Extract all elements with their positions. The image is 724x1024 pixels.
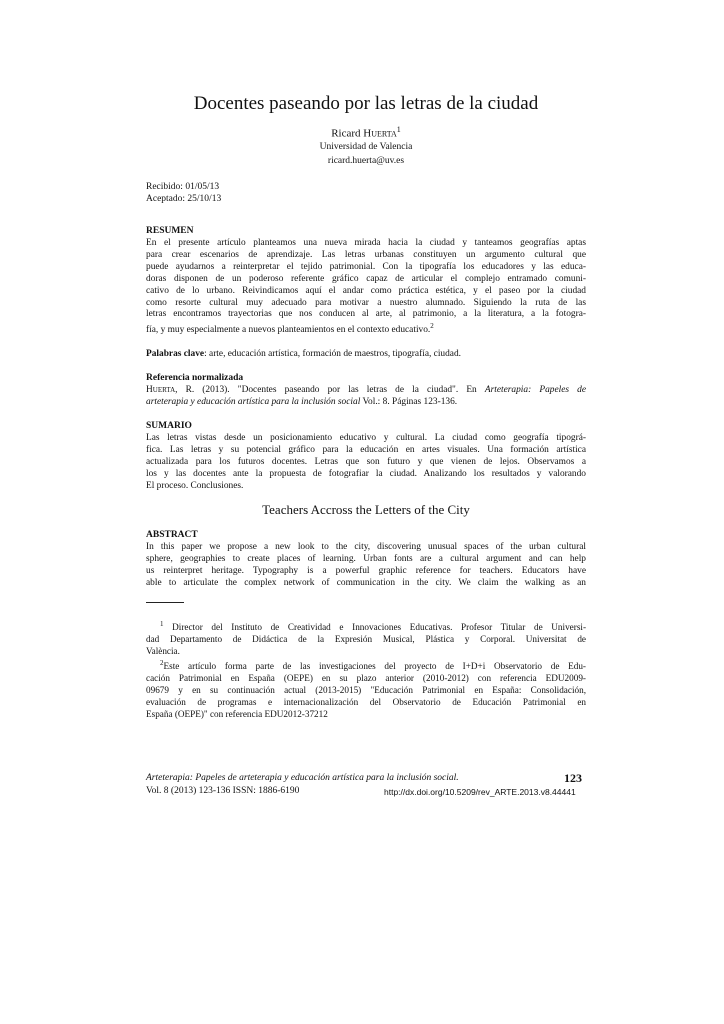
abstract-heading: ABSTRACT [146,530,198,540]
footer-doi-link[interactable]: http://dx.doi.org/10.5209/rev_ARTE.2013.v8.44441 [384,787,576,797]
footnote-line: València. [146,646,180,657]
referencia-journal-a: Arteterapia: Papeles de [484,385,586,395]
resumen-line: cativo de lo urbano. Reivindicamos aquí el andar como práctica estética, y el paseo por la ciudad [146,285,586,296]
paper-title: Docentes paseando por las letras de la ciudad [193,93,539,114]
footnote-text: Este artículo forma parte de las investigaciones del proyecto de I+D+i Observatorio de Edu- [163,661,586,672]
referencia-pre: (2013). "Docentes paseando por las letras de la ciudad". En [194,385,485,395]
resumen-line: letras encontramos trayectorias que nos conducen al arte, al patrimonio, a la literatura, a la fotogra- [146,309,586,320]
author-first: Ricard [331,127,364,140]
abstract-line: us reinterpret heritage. Typography is a powerful graphic reference for teachers. Educators have [146,565,586,576]
referencia-author: Huerta, R. [146,385,195,395]
sumario-line: fica. Las letras y su potencial gráfico para la educación en artes visuales. Una formación artística [146,444,586,455]
footnote-line: 09679 y en su continuación actual (2013-2015) "Educación Patrimonial en España: Consolidación, [146,685,586,696]
resumen-line-last [146,321,586,337]
sumario-heading: SUMARIO [146,421,192,431]
footnote-text: Director del Instituto de Creatividad e Innovaciones Educativas. Profesor Titular de Universi- [172,622,586,633]
sumario-line: actualizada para los futuros docentes. Letras que son futuro y que vienen de lejos. Observamos a [146,456,586,467]
keywords-text: : arte, educación artística, formación de maestros, tipografía, ciudad. [204,349,462,359]
sumario-line: El proceso. Conclusiones. [146,480,244,491]
footnote-line [146,657,586,672]
resumen-line: doras disponen de un poderoso referente gráfico capaz de articular el complejo entramado comuni- [146,273,586,284]
accepted-date: Aceptado: 25/10/13 [146,194,222,204]
footnote-line: cación Patrimonial en España (OEPE) en su plazo anterior (2010-2012) con referencia EDU2009- [146,673,586,684]
resumen-body [146,238,586,337]
resumen-line: como resorte cultural muy adecuado para motivar a nuestro alumnado. Siguiendo la ruta de las [146,297,586,308]
sumario-line: los y las docentes ante la propuesta de fotografiar la ciudad. Analizando los resultados y valorando [146,468,586,479]
received-date: Recibido: 01/05/13 [146,182,220,192]
abstract-body [146,542,586,590]
footnote-line: dad Departamento de Didáctica de la Expresión Musical, Plástica y Corporal. Universitat de [146,634,586,645]
footnote-separator [146,602,184,603]
footnote-line: España (OEPE)" con referencia EDU2012-37212 [146,709,328,720]
footer-journal: Arteterapia: Papeles de arteterapia y educación artística para la inclusión social. [146,773,459,783]
footnote-line: evaluación de programas e internacionalización del Observatorio de Educación Patrimonial en [146,697,586,708]
resumen-line: puede ayudarnos a reinterpretar el tejido patrimonial. Con la tipografía los educadores y las educa- [146,261,586,272]
referencia-heading: Referencia normalizada [146,373,244,383]
author-email: ricard.huerta@uv.es [327,156,405,166]
author-last: Huerta [363,127,397,140]
keywords [146,349,586,359]
resumen-line-text: fía, y muy especialmente a nuevos planteamientos en el contexto educativo. [146,325,431,336]
keywords-label: Palabras clave [146,349,205,359]
footer-volume: Vol. 8 (2013) 123-136 ISSN: 1886-6190 [146,786,300,796]
dates-block [146,181,221,205]
referencia-line [146,397,586,409]
resumen-line: para crear escenarios de aprendizaje. Las letras urbanas constituyen un argumento cultural que [146,249,586,260]
author-affiliation: Universidad de Valencia [319,142,413,152]
resumen-line: En el presente artículo planteamos una nueva mirada hacia la ciudad y tanteamos geografías aptas [146,238,586,248]
page-number: 123 [564,771,582,785]
referencia-body [146,385,586,409]
referencia-post: Vol.: 8. Páginas 123-136. [360,396,458,407]
abstract-line: able to articulate the complex network of communication in the city. We claim the walking as an [146,577,586,588]
author-footnote-mark: 1 [396,125,401,134]
resumen-heading: RESUMEN [146,226,194,236]
author-name [146,125,586,140]
abstract-line: In this paper we propose a new look to the city, discovering unusual spaces of the urban cultural [146,542,586,552]
resumen-footnote-mark: 2 [430,322,434,331]
english-title: Teachers Accross the Letters of the City [262,502,470,517]
referencia-journal-b: arteterapia y educación artística para la inclusión social [146,396,361,407]
footnote-1 [146,618,586,657]
sumario-body [146,433,586,493]
abstract-line: sphere, geographies to create places of learning. Urban fonts are a cultural argument and can help [146,553,586,564]
sumario-line: Las letras vistas desde un posicionamiento educativo y cultural. La ciudad como geografía tipográ- [146,433,586,443]
footnote-mark: 2 [160,659,164,667]
footnote-mark: 1 [160,620,164,628]
footnote-2 [146,657,586,720]
referencia-line [146,385,586,397]
footnote-line [146,618,586,633]
